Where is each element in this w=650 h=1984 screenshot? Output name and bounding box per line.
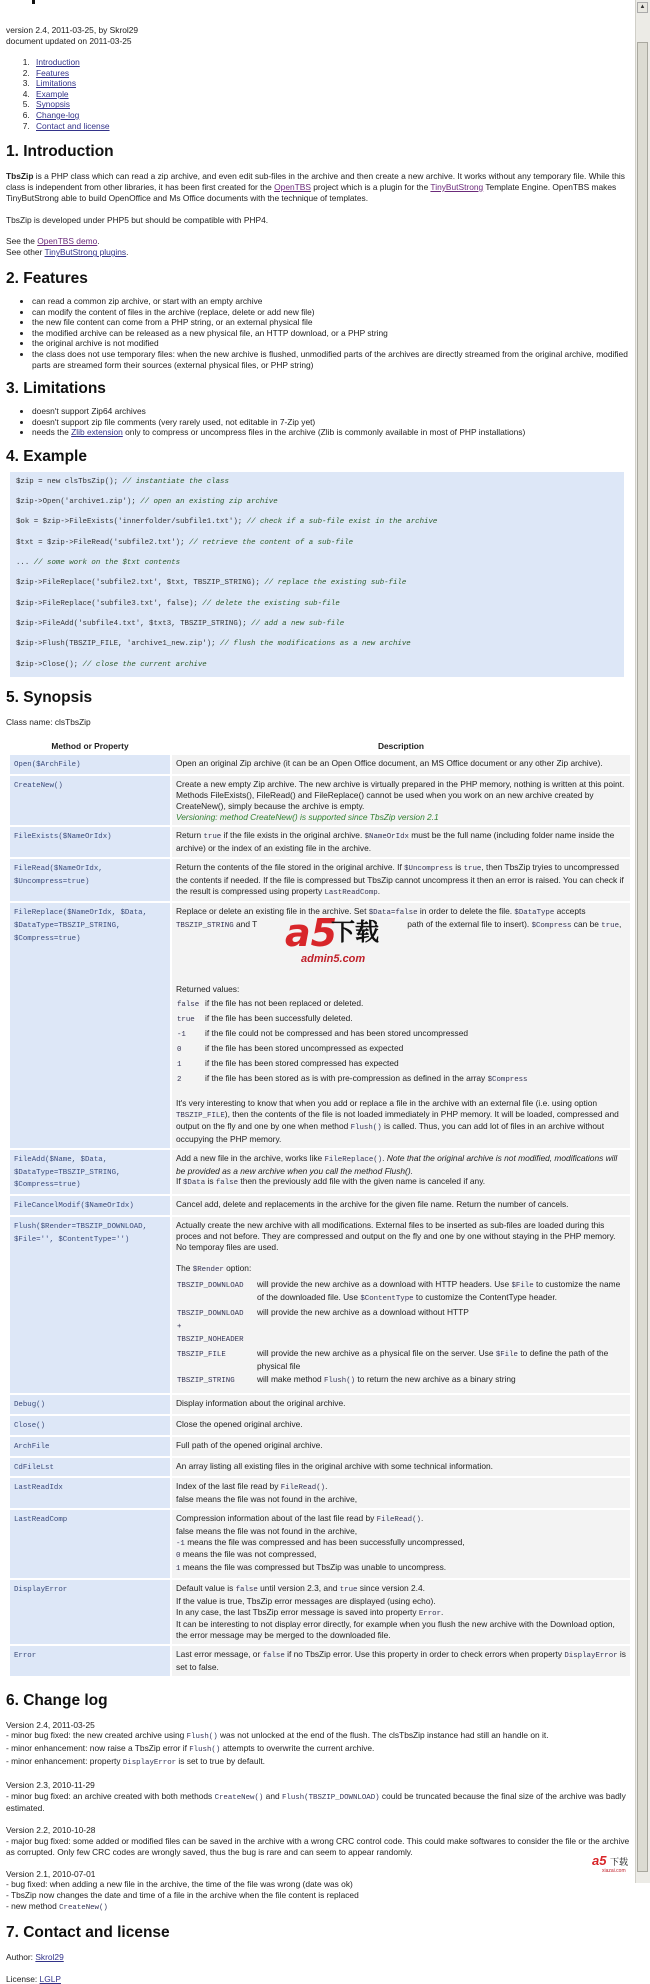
toc-item	[32, 68, 630, 79]
updated-line: document updated on 2011-03-25	[6, 36, 132, 46]
code-line: $txt = $zip->FileRead('subfile2.txt'); // retrieve the content of a sub-file	[16, 538, 354, 547]
method-cell: ArchFile	[10, 1437, 170, 1456]
watermark-logo: a5 下载 admin5.com	[285, 911, 379, 965]
section-title-contact: 7. Contact and license	[6, 1923, 170, 1941]
toc-item	[32, 89, 630, 100]
changelog-v23: Version 2.3, 2010-11-29 - minor bug fixed: an archive created with both methods CreateNew() and Flush(TBSZIP_DOWNLOAD) could be truncated because the final size of the archive was badly estimated.	[6, 1780, 630, 1814]
table-row	[10, 1217, 630, 1393]
changelog-v24: Version 2.4, 2011-03-25 - minor bug fixed: the new created archive using Flush() was not unlocked at the end of the flush. The clsTbsZip instance had still an handle on it. - minor enhancement: now raise a TbsZip error if Flush() attempts to overwrite the current archive. - minor enhancement: property DisplayError is set to true by default.	[6, 1720, 630, 1769]
description-cell: Cancel add, delete and replacements in the archive for the given file name. Return the number of cancels.	[172, 1196, 630, 1215]
code-line: $zip->FileReplace('subfile2.txt', $txt, TBSZIP_STRING); // replace the existing sub-file	[16, 579, 407, 588]
description-cell: Return true if the file exists in the original archive. $NameOrIdx must be the full name (including folder name inside the archive) or the index of an existing file in the archive.	[172, 827, 630, 857]
method-cell: FileReplace($NameOrIdx, $Data, $DataType=TBSZIP_STRING, $Compress=true)	[10, 903, 170, 1148]
table-row	[10, 1478, 630, 1508]
scroll-up-arrow-icon[interactable]: ▲	[637, 2, 648, 13]
license-link[interactable]: LGLP	[39, 1973, 61, 1984]
method-cell: DisplayError	[10, 1580, 170, 1644]
toc-link-synopsis[interactable]: Synopsis	[36, 99, 70, 110]
returned-values-label: Returned values:	[176, 983, 240, 994]
method-cell: LastReadComp	[10, 1510, 170, 1578]
version-heading: Version 2.3, 2010-11-29	[6, 1779, 95, 1790]
license-line: License: LGLP	[6, 1973, 61, 1984]
method-cell: CdFileLst	[10, 1458, 170, 1477]
description-cell: Replace or delete an existing file in the archive. Set $Data=false in order to delete the file. $DataType accepts TBSZIP_STRING and T path of the external file to insert). $Compress can be true, Returned values: false if the file has not been replaced or deleted. true if the file has been successfully deleted. -1 if the file could not be compressed and has been stored uncompressed 0 if the file has been stored uncompressed as expected 1 if the file has been stored compressed has expected 2 if the file has been stored as is with pre-compression as defined in the array $Compress It's very interesting to know that when you add or replace a file in the archive with an external file (i.e. using option TBSZIP_FILE), then the contents of the file is not loaded immediately in PHP memory. It will be loaded, compressed and output on the fly and one by one when method Flush() is called. Thus, you can add lot of files in an archive without occupying the PHP memory.	[172, 903, 630, 1148]
table-row	[10, 1416, 630, 1435]
intro-paragraph: TbsZip is a PHP class which can read a zip archive, and even edit sub-files in the archive and then create a new archive. It works without any temporary file. While this class is independent from other libraries, it has been first created for the OpenTBS project which is a plugin for the TinyButStrong Template Engine. OpenTBS makes TinyButStrong able to build OpenOffice and Ms Office documents with the technique of templates.	[6, 171, 625, 203]
see-demo-line: See the OpenTBS demo.	[6, 236, 100, 247]
description-cell: Compression information about of the last file read by FileRead(). false means the file was not found in the archive, -1 means the file was compressed and has been successfully uncompressed, 0 means the file was not compressed, 1 means the file was compressed but TbsZip was unable to uncompress.	[172, 1510, 630, 1578]
method-cell: Debug()	[10, 1395, 170, 1414]
method-cell: Flush($Render=TBSZIP_DOWNLOAD, $File='', $ContentType='')	[10, 1217, 170, 1393]
features-list	[6, 296, 630, 370]
tinybutstrong-link[interactable]: TinyButStrong	[430, 181, 484, 192]
feature-item: • the class does not use temporary files: when the new archive is flushed, unmodified parts of the archives are directly streamed from the original archive, modified parts are streamed form their sources (external physical files, or PHP string)	[32, 349, 630, 370]
version-heading: Version 2.2, 2010-10-28	[6, 1825, 96, 1836]
opentbs-link[interactable]: OpenTBS	[274, 181, 311, 192]
limitation-item: • doesn't support zip file comments (very rarely used, not editable in 7-Zip yet)	[32, 417, 630, 428]
code-line: $zip->Open('archive1.zip'); // open an existing zip archive	[16, 498, 278, 507]
feature-item: • the new file content can come from a PHP string, or an external physical file	[32, 317, 630, 328]
method-cell: FileRead($NameOrIdx, $Uncompress=true)	[10, 859, 170, 901]
doc-meta	[6, 25, 630, 47]
section-title-changelog: 6. Change log	[6, 1691, 108, 1709]
description-cell: Add a new file in the archive, works like FileReplace(). Note that the original archive is not modified, modifications will be provided as a new archive when you call the method Flush(). If $Data is false then the previously add file with the given name is canceled if any.	[172, 1150, 630, 1194]
scrollbar-thumb[interactable]	[637, 42, 648, 1872]
returned-values-table: false if the file has not been replaced or deleted. true if the file has been successfully deleted. -1 if the file could not be compressed and has been stored uncompressed 0 if the file has been stored uncompressed as expected 1 if the file has been stored compressed has expected 2 if the file has been stored as is with pre-compression as defined in the array $Compress	[177, 997, 528, 1084]
toc-item	[32, 99, 630, 110]
example-code-block	[10, 472, 624, 677]
class-name-text: Class name: clsTbsZip	[6, 716, 91, 727]
method-cell: FileAdd($Name, $Data, $DataType=TBSZIP_STRING, $Compress=true)	[10, 1150, 170, 1194]
table-row	[10, 1150, 630, 1194]
limitation-item: • needs the Zlib extension only to compress or uncompress files in the archive (Zlib is commonly available in most of PHP installations)	[32, 427, 630, 438]
a5-small-logo-icon: a5	[592, 1853, 607, 1868]
table-row	[10, 1510, 630, 1578]
toc-item	[32, 78, 630, 89]
description-cell: Create a new empty Zip archive. The new archive is virtually prepared in the PHP memory, nothing is written at this point. Methods FileExists(), FileRead() and FileReplace() cannot be used when you work on an new archive created by CreateNew(), simply because the archive is empty. Versioning: method CreateNew() is supported since TbsZip version 2.1	[172, 776, 630, 825]
toc-link-example[interactable]: Example	[36, 88, 69, 99]
description-cell: Default value is false until version 2.3, and true since version 2.4. If the value is true, TbsZip error messages are displayed (using echo). In any case, the last TbsZip error message is saved into property Error. It can be interesting to not display error directly, for example when you flush the new archive with the Download option, the error message may be merged to the downloaded file.	[172, 1580, 630, 1644]
section-title-example: 4. Example	[6, 447, 87, 465]
section-title-introduction: 1. Introduction	[6, 143, 114, 161]
table-row	[10, 1646, 630, 1676]
limitation-item: • doesn't support Zip64 archives	[32, 406, 630, 417]
cut-off-title	[6, 0, 630, 7]
description-cell: An array listing all existing files in the original archive with some technical information.	[172, 1458, 630, 1477]
table-row	[10, 859, 630, 901]
method-cell: FileCancelModif($NameOrIdx)	[10, 1196, 170, 1215]
toc-link-introduction[interactable]: Introduction	[36, 57, 80, 67]
feature-item: • can read a common zip archive, or start with an empty archive	[32, 296, 630, 307]
method-cell: Open($ArchFile)	[10, 755, 170, 774]
description-cell: Full path of the opened original archive.	[172, 1437, 630, 1456]
a5-logo-icon: a5	[285, 911, 338, 955]
method-cell: LastReadIdx	[10, 1478, 170, 1508]
table-of-contents	[6, 57, 630, 131]
method-cell: Error	[10, 1646, 170, 1676]
description-cell: Display information about the original archive.	[172, 1395, 630, 1414]
feature-item: • can modify the content of files in the archive (replace, delete or add new file)	[32, 307, 630, 318]
method-cell: CreateNew()	[10, 776, 170, 825]
table-row	[10, 827, 630, 857]
table-row	[10, 755, 630, 774]
description-cell: Open an original Zip archive (it can be an Open Office document, an MS Office document or any other Zip archive).	[172, 755, 630, 774]
toc-link-changelog[interactable]: Change-log	[36, 109, 80, 120]
column-header-method: Method or Property	[51, 741, 129, 752]
version-line: version 2.4, 2011-03-25, by Skrol29	[6, 25, 139, 35]
feature-item: • the modified archive can be released as a new physical file, an HTTP download, or a PHP string	[32, 328, 630, 339]
watermark-corner-logo: a5 下载 xiazai.com	[592, 1853, 629, 1874]
table-row	[10, 1196, 630, 1215]
description-cell: Actually create the new archive with all modifications. External files to be inserted as sub-files are loaded during this proces and not before. They are compressed and output on the fly and one by one without staying in the PHP memory. No temporay files are used. The $Render option: TBSZIP_DOWNLOAD will provide the new archive as a download with HTTP headers. Use $File to customize the name of the downloaded file. Use $ContentType to customize the ContentType header. TBSZIP_DOWNLOAD + TBSZIP_NOHEADER will provide the new archive as a download without HTTP TBSZIP_FILE will provide the new archive as a physical file on the server. Use $File to define the path of the physical file TBSZIP_STRING will make method Flush() to return the new archive as a binary string	[172, 1217, 630, 1393]
tbs-plugins-link[interactable]: TinyButStrong plugins	[44, 247, 127, 258]
method-cell: FileExists($NameOrIdx)	[10, 827, 170, 857]
code-line: $ok = $zip->FileExists('innerfolder/subfile1.txt'); // check if a sub-file exist in the archive	[16, 518, 438, 527]
description-cell: Index of the last file read by FileRead(). false means the file was not found in the archive,	[172, 1478, 630, 1508]
render-options-table: TBSZIP_DOWNLOAD will provide the new archive as a download with HTTP headers. Use $File to customize the name of the downloaded file. Use $ContentType to customize the ContentType header. TBSZIP_DOWNLOAD + TBSZIP_NOHEADER will provide the new archive as a download without HTTP TBSZIP_FILE will provide the new archive as a physical file on the server. Use $File to define the path of the physical file TBSZIP_STRING will make method Flush() to return the new archive as a binary string	[177, 1279, 621, 1386]
table-row	[10, 1458, 630, 1477]
toc-link-features[interactable]: Features	[36, 67, 70, 78]
description-cell: Return the contents of the file stored in the original archive. If $Uncompress is true, then TbsZip tryies to uncompressed the contents if needed. If the file is compressed but TbsZip cannot uncompress it then an error is raised. You can check if the result is compressed using property LastReadComp.	[172, 859, 630, 901]
code-line: $zip->Flush(TBSZIP_FILE, 'archive1_new.zip'); // flush the modifications as a new archive	[16, 640, 411, 649]
toc-item	[32, 110, 630, 121]
changelog-v21: Version 2.1, 2010-07-01 - bug fixed: when adding a new file in the archive, the time of the file was wrong (date was ok) - TbsZip now changes the date and time of a file in the archive when the file content is replaced - new method CreateNew()	[6, 1869, 630, 1914]
method-cell: Close()	[10, 1416, 170, 1435]
table-header-row	[10, 739, 630, 753]
code-line: $zip->Close(); // close the current archive	[16, 660, 207, 669]
code-line: $zip->FileReplace('subfile3.txt', false); // delete the existing sub-file	[16, 599, 340, 608]
toc-link-limitations[interactable]: Limitations	[36, 78, 77, 89]
table-row	[10, 1395, 630, 1414]
description-cell: Last error message, or false if no TbsZip error. Use this property in order to check errors when property DisplayError is set to false.	[172, 1646, 630, 1676]
code-line: ... // some work on the $txt contents	[16, 559, 181, 568]
section-title-features: 2. Features	[6, 269, 88, 287]
see-plugins-line: See other TinyButStrong plugins.	[6, 247, 129, 258]
synopsis-table	[8, 737, 632, 1677]
code-line: $zip->FileAdd('subfile4.txt', $txt3, TBSZIP_STRING); // add a new sub-file	[16, 619, 345, 628]
versioning-note: Versioning: method CreateNew() is supported since TbsZip version 2.1	[176, 811, 439, 822]
toc-link-contact[interactable]: Contact and license	[36, 120, 110, 131]
author-line: Author: Skrol29	[6, 1951, 64, 1962]
version-heading: Version 2.4, 2011-03-25	[6, 1719, 95, 1730]
column-header-description: Description	[377, 741, 425, 752]
author-link[interactable]: Skrol29	[35, 1951, 64, 1962]
vertical-scrollbar[interactable]	[635, 0, 650, 1883]
section-title-limitations: 3. Limitations	[6, 380, 106, 398]
code-line: $zip = new clsTbsZip(); // instantiate the class	[16, 477, 229, 486]
table-row	[10, 776, 630, 825]
section-title-synopsis: 5. Synopsis	[6, 688, 93, 706]
php-compat-text: TbsZip is developed under PHP5 but should be compatible with PHP4.	[6, 214, 269, 225]
limitations-list	[6, 406, 630, 438]
changelog-v22: Version 2.2, 2010-10-28 - major bug fixed: some added or modified files can be saved in the archive with a wrong CRC control code. This could make softwares to consider the file or the archive as corrupted. Only few CRC codes are wrongly saved, thus the bug is rare and can seem to appear randomly.	[6, 1825, 630, 1857]
toc-item	[32, 121, 630, 132]
description-cell: Close the opened original archive.	[172, 1416, 630, 1435]
opentbs-demo-link[interactable]: OpenTBS demo	[37, 236, 98, 247]
zlib-extension-link[interactable]: Zlib extension	[71, 427, 123, 438]
table-row	[10, 1437, 630, 1456]
toc-item	[32, 57, 630, 68]
feature-item: • the original archive is not modified	[32, 338, 630, 349]
table-row	[10, 1580, 630, 1644]
version-heading: Version 2.1, 2010-07-01	[6, 1868, 96, 1879]
